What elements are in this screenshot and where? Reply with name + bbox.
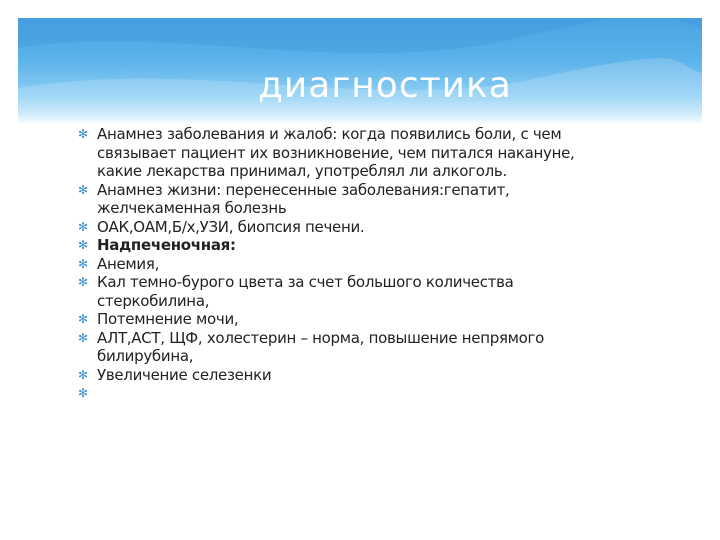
bullet-item [78, 366, 668, 385]
bullet-item [78, 181, 668, 218]
bullet-text: АЛТ,АСТ, ЩФ, холестерин – норма, повышение непрямого билирубина, [97, 328, 545, 365]
asterisk-icon: ✻ [78, 275, 89, 289]
bullet-item [78, 125, 668, 181]
asterisk-icon: ✻ [78, 127, 89, 141]
asterisk-icon: ✻ [78, 256, 89, 271]
bullet-item [78, 255, 668, 274]
bullet-text: Надпеченочная: [97, 236, 236, 254]
bullet-item [78, 273, 668, 310]
bullet-item [78, 329, 668, 366]
asterisk-icon: ✻ [78, 312, 89, 326]
bullet-item [78, 310, 668, 329]
asterisk-icon: ✻ [78, 367, 89, 382]
bullet-list [78, 125, 668, 400]
title-banner [18, 18, 702, 124]
bullet-text: Потемнение мочи, [97, 310, 239, 328]
bullet-text: Анемия, [97, 254, 160, 273]
bullet-text: ОАК,ОАМ,Б/х,УЗИ, биопсия печени. [97, 217, 365, 236]
asterisk-icon: ✻ [78, 219, 89, 234]
asterisk-icon: ✻ [78, 330, 89, 345]
bullet-item [78, 218, 668, 237]
slide-title: диагностика [258, 65, 512, 106]
bullet-text: Увеличение селезенки [97, 365, 272, 384]
bullet-text: Кал темно-бурого цвета за счет большого количества стеркобилина, [97, 273, 514, 310]
asterisk-icon: ✻ [78, 182, 89, 197]
bullet-text: Анамнез заболевания и жалоб: когда появились боли, с чем связывает пациент их возникновение, чем питался накануне, какие лекарства принимал, употреблял ли алкоголь. [97, 125, 575, 180]
asterisk-icon: ✻ [78, 386, 89, 400]
asterisk-icon: ✻ [78, 238, 89, 252]
bullet-text: Анамнез жизни: перенесенные заболевания:гепатит, желчекаменная болезнь [97, 180, 510, 217]
bullet-item [78, 236, 668, 255]
